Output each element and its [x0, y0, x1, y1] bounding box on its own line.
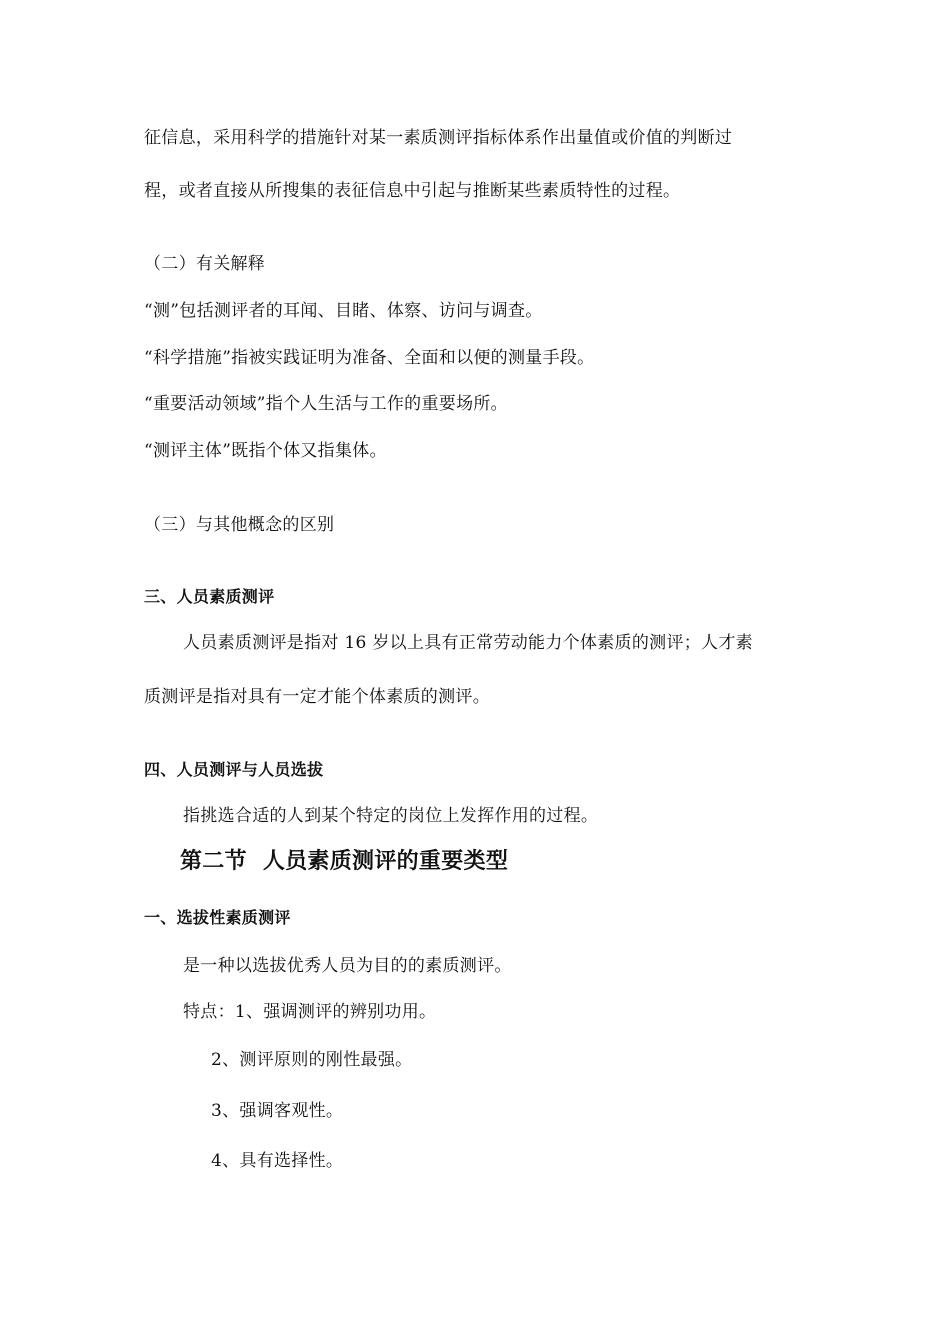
feature-item-4: 4、具有选择性。	[211, 1151, 344, 1171]
intro-line-2: 程，或者直接从所搜集的表征信息中引起与推断某些素质特性的过程。	[144, 181, 681, 201]
part-three-heading: 三、人员素质测评	[144, 587, 275, 606]
section-three-heading: （三）与其他概念的区别	[144, 515, 335, 535]
part-four-heading: 四、人员测评与人员选拔	[144, 760, 324, 779]
feature-item-1: 特点：1、强调测评的辨别功用。	[183, 1002, 437, 1022]
part-four-text: 指挑选合适的人到某个特定的岗位上发挥作用的过程。	[183, 806, 599, 826]
feature-item-3: 3、强调客观性。	[211, 1101, 344, 1121]
chapter-title: 第二节 人员素质测评的重要类型	[180, 849, 509, 874]
explanation-item-4: “测评主体”既指个体又指集体。	[144, 441, 387, 461]
type-one-definition: 是一种以选拔优秀人员为目的的素质测评。	[183, 956, 512, 976]
part-three-line-2: 质测评是指对具有一定才能个体素质的测评。	[144, 687, 490, 707]
intro-line-1: 征信息，采用科学的措施针对某一素质测评指标体系作出量值或价值的判断过	[144, 128, 733, 148]
part-three-line-1: 人员素质测评是指对 16 岁以上具有正常劳动能力个体素质的测评；人才素	[183, 633, 753, 653]
explanation-item-3: “重要活动领域”指个人生活与工作的重要场所。	[144, 394, 508, 414]
feature-item-2: 2、测评原则的刚性最强。	[211, 1050, 413, 1070]
section-two-heading: （二）有关解释	[144, 254, 266, 274]
explanation-item-2: “科学措施”指被实践证明为准备、全面和以便的测量手段。	[144, 348, 595, 368]
type-one-heading: 一、选拔性素质测评	[144, 908, 291, 927]
explanation-item-1: “测”包括测评者的耳闻、目睹、体察、访问与调查。	[144, 301, 543, 321]
